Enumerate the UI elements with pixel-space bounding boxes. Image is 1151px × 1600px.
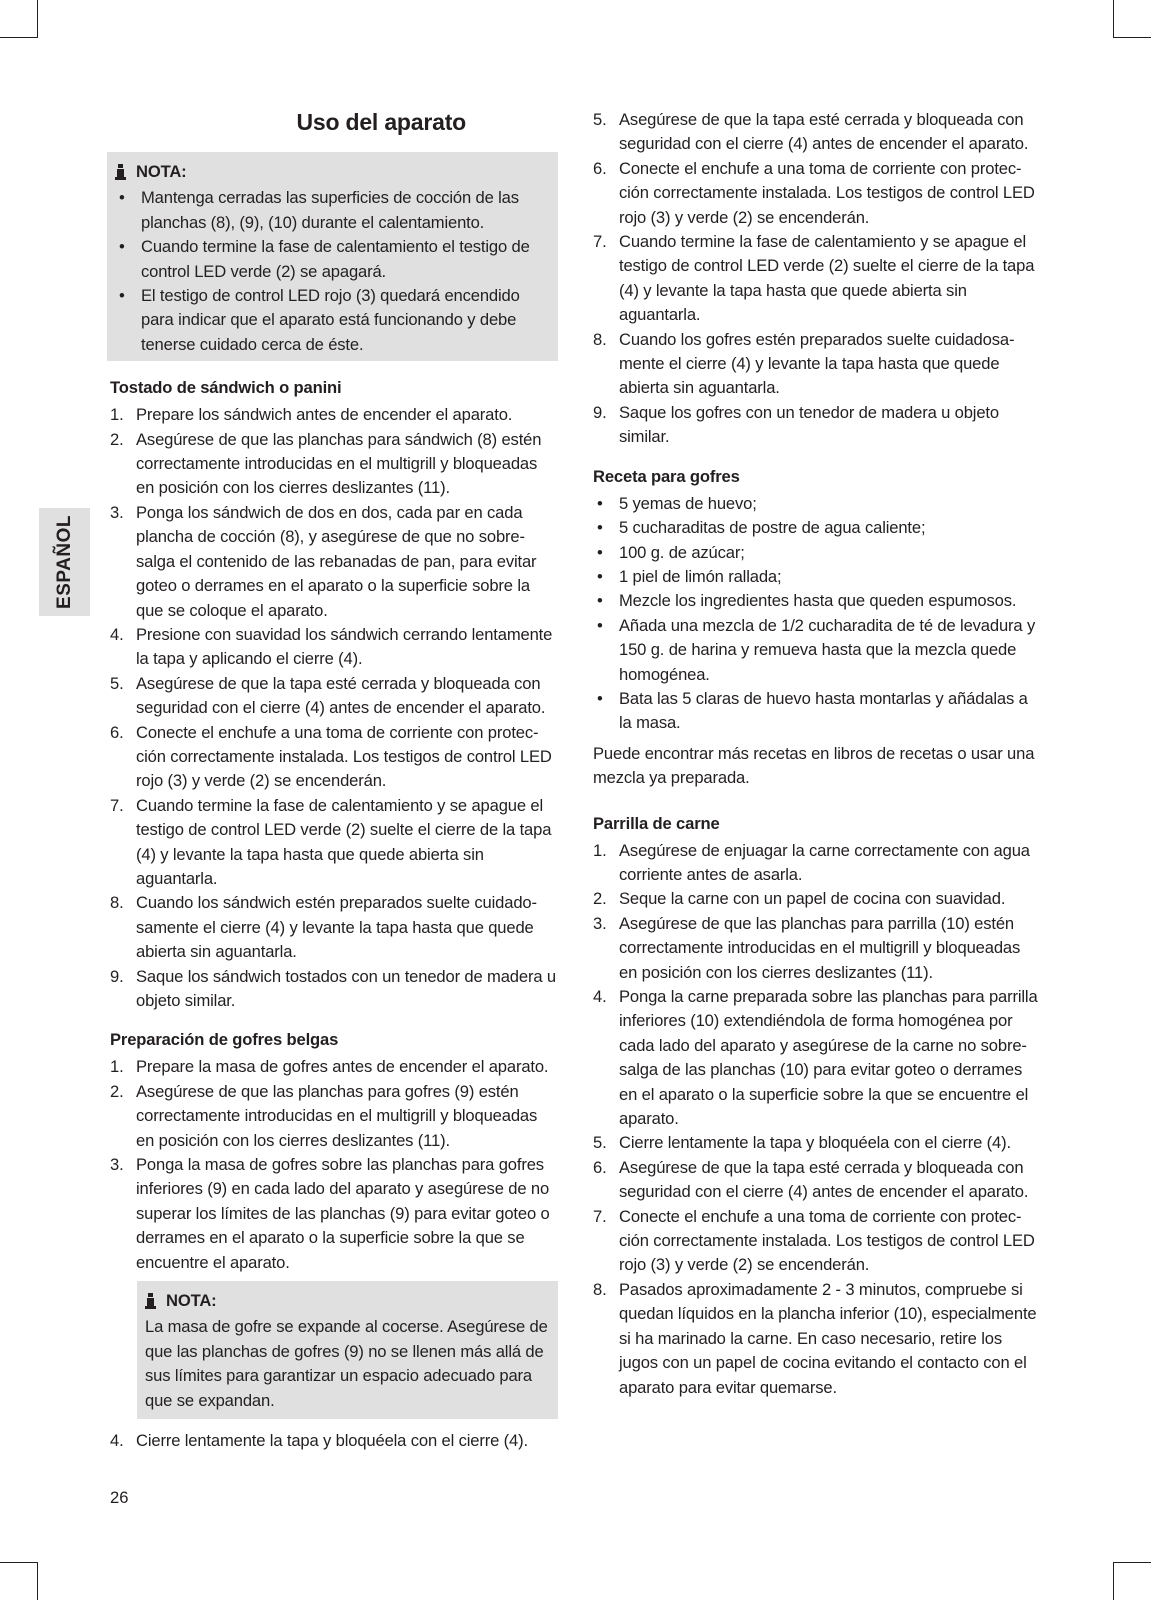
list-item: 7. Cuando termine la fase de calentamiento y se apague el testigo de control LED verde (2) suelte el cierre de la tapa (4) y levante la tapa hasta que quede abierta sin aguantarla. — [593, 232, 1035, 325]
list-item: • Mantenga cerradas las superficies de cocción de las planchas (8), (9), (10) durante el calentamiento. — [115, 186, 550, 235]
waffle-steps-cont — [593, 108, 1041, 450]
crop-mark — [1113, 1562, 1114, 1600]
page-title: Uso del aparato — [296, 109, 466, 135]
list-item: 3. Asegúrese de que las planchas para parrilla (10) estén correctamente introducidas en el multigrill y bloqueadas en posición con los cierres deslizantes (11). — [593, 913, 1021, 982]
list-item: 7. Cuando termine la fase de calentamiento y se apague el testigo de control LED verde (2) suelte el cierre de la tapa (4) y levante la tapa hasta que quede abierta sin aguantarla. — [110, 795, 552, 888]
list-item: • Añada una mezcla de 1/2 cucharadita de té de levadura y 150 g. de harina y remueva hasta que la mezcla quede homogénea. — [593, 614, 1041, 687]
note-box — [107, 152, 558, 361]
language-label: ESPAÑOL — [53, 515, 75, 609]
note-box — [137, 1281, 558, 1419]
list-item: 3. Ponga los sándwich de dos en dos, cada par en cada plancha de cocción (8), y asegúrese de que no sobre-salga el contenido de las rebanadas de pan, para evitar goteo o derrames en el aparato o la superficie sobre la que se coloque el aparato. — [110, 502, 537, 620]
list-item: • 1 piel de limón rallada; — [593, 565, 1041, 589]
note-text: La masa de gofre se expande al cocerse. Asegúrese de que las planchas de gofres (9) no se llenen más allá de sus límites para garantizar un espacio adecuado para que se expandan. — [145, 1317, 548, 1410]
section-heading: Receta para gofres — [593, 466, 740, 486]
crop-mark — [0, 1562, 38, 1563]
list-item: 5. Asegúrese de que la tapa esté cerrada y bloqueada con seguridad con el cierre (4) antes de encender el aparato. — [110, 673, 546, 718]
crop-mark — [1113, 37, 1151, 38]
list-item: 5. Asegúrese de que la tapa esté cerrada y bloqueada con seguridad con el cierre (4) antes de encender el aparato. — [593, 110, 1029, 154]
language-side-tab — [39, 508, 90, 616]
list-item: 7. Conecte el enchufe a una toma de corriente con protec-ción correctamente instalada. Los testigos de control LED rojo (3) y verde (2) se encenderán. — [593, 1206, 1035, 1275]
crop-mark — [37, 1562, 38, 1600]
grill-steps — [593, 839, 1041, 1400]
right-column — [593, 108, 1041, 1400]
section-heading: Tostado de sándwich o panini — [110, 378, 342, 398]
list-item: 1. Asegúrese de enjuagar la carne correctamente con agua corriente antes de asarla. — [593, 840, 1030, 884]
list-item: 2. Asegúrese de que las planchas para sándwich (8) estén correctamente introducidas en el multigrill y bloqueadas en posición con los cierres deslizantes (11). — [110, 429, 542, 498]
crop-mark — [37, 0, 38, 38]
list-item: • 100 g. de azúcar; — [593, 541, 1041, 565]
list-item: 8. Pasados aproximadamente 2 - 3 minutos, compruebe si quedan líquidos en la plancha inferior (10), especialmente si ha marinado la carne. En caso necesario, retire los jugos con un papel de cocina evitando el contacto con el aparato para evitar quemarse. — [593, 1279, 1037, 1397]
list-item: • 5 yemas de huevo; — [593, 492, 1041, 516]
list-item: 1. Prepare los sándwich antes de encender el aparato. — [110, 405, 513, 425]
crop-mark — [1113, 0, 1114, 38]
note-heading-text: NOTA: — [136, 162, 187, 181]
recipe-list — [593, 492, 1041, 736]
list-item: 8. Cuando los sándwich estén preparados suelte cuidado-samente el cierre (4) y levante la tapa hasta que quede abierta sin aguantarla. — [110, 893, 537, 962]
list-item: 5. Cierre lentamente la tapa y bloquéela con el cierre (4). — [593, 1133, 1011, 1153]
list-item: • El testigo de control LED rojo (3) quedará encendido para indicar que el aparato está funcionando y debe tenerse cuidado cerca de éste. — [115, 284, 550, 357]
list-item: 4. Cierre lentamente la tapa y bloquéela con el cierre (4). — [110, 1431, 528, 1451]
list-item: 4. Presione con suavidad los sándwich cerrando lentamente la tapa y aplicando el cierre (4). — [110, 624, 553, 669]
section-heading: Preparación de gofres belgas — [110, 1030, 339, 1050]
list-item: 6. Conecte el enchufe a una toma de corriente con protec-ción correctamente instalada. Los testigos de control LED rojo (3) y verde (2) se encenderán. — [110, 722, 552, 791]
crop-mark — [0, 37, 38, 38]
list-item: 2. Seque la carne con un papel de cocina con suavidad. — [593, 889, 1006, 909]
note-heading — [145, 1289, 550, 1313]
list-item: 6. Conecte el enchufe a una toma de corriente con protec-ción correctamente instalada. Los testigos de control LED rojo (3) y verde (2) se encenderán. — [593, 158, 1035, 227]
list-item: 1. Prepare la masa de gofres antes de encender el aparato. — [110, 1057, 549, 1077]
waffle-steps-cont — [110, 1429, 558, 1453]
list-item: 2. Asegúrese de que las planchas para gofres (9) estén correctamente introducidas en el multigrill y bloqueadas en posición con los cierres deslizantes (11). — [110, 1081, 538, 1150]
recipe-footer: Puede encontrar más recetas en libros de recetas o usar una mezcla ya preparada. — [593, 743, 1035, 788]
crop-mark — [1113, 1562, 1151, 1563]
list-item: 3. Ponga la masa de gofres sobre las planchas para gofres inferiores (9) en cada lado del aparato y asegúrese de no superar los límites de las planchas (9) para evitar goteo o derrames en el aparato o la superficie sobre la que se encuentre el aparato. — [110, 1155, 550, 1272]
info-icon — [115, 164, 126, 180]
info-icon — [145, 1293, 156, 1309]
list-item: 6. Asegúrese de que la tapa esté cerrada y bloqueada con seguridad con el cierre (4) antes de encender el aparato. — [593, 1157, 1029, 1202]
section-heading: Parrilla de carne — [593, 813, 720, 833]
list-item: • Mezcle los ingredientes hasta que queden espumosos. — [593, 589, 1041, 613]
list-item: 9. Saque los gofres con un tenedor de madera u objeto similar. — [593, 402, 999, 447]
page-number: 26 — [110, 1488, 129, 1507]
list-item: 4. Ponga la carne preparada sobre las planchas para parrilla inferiores (10) extendiéndola de forma homogénea por cada lado del aparato y asegúrese de la carne no sobre-salga de las planchas (10) para evitar goteo o derrames en el aparato o la superficie sobre la que se encuentre el aparato. — [593, 987, 1038, 1129]
note-list — [115, 186, 550, 357]
list-item: • Bata las 5 claras de huevo hasta montarlas y añádalas a la masa. — [593, 687, 1041, 736]
list-item: • 5 cucharaditas de postre de agua caliente; — [593, 516, 1041, 540]
list-item: • Cuando termine la fase de calentamiento el testigo de control LED verde (2) se apagará. — [115, 235, 550, 284]
note-heading — [115, 160, 550, 184]
left-column — [110, 108, 558, 1454]
waffle-steps — [110, 1055, 558, 1275]
note-heading-text: NOTA: — [166, 1291, 217, 1311]
sandwich-steps — [110, 403, 558, 1013]
list-item: 9. Saque los sándwich tostados con un tenedor de madera u objeto similar. — [110, 966, 556, 1010]
list-item: 8. Cuando los gofres estén preparados suelte cuidadosa-mente el cierre (4) y levante la tapa hasta que quede abierta sin aguantarla. — [593, 329, 1015, 398]
